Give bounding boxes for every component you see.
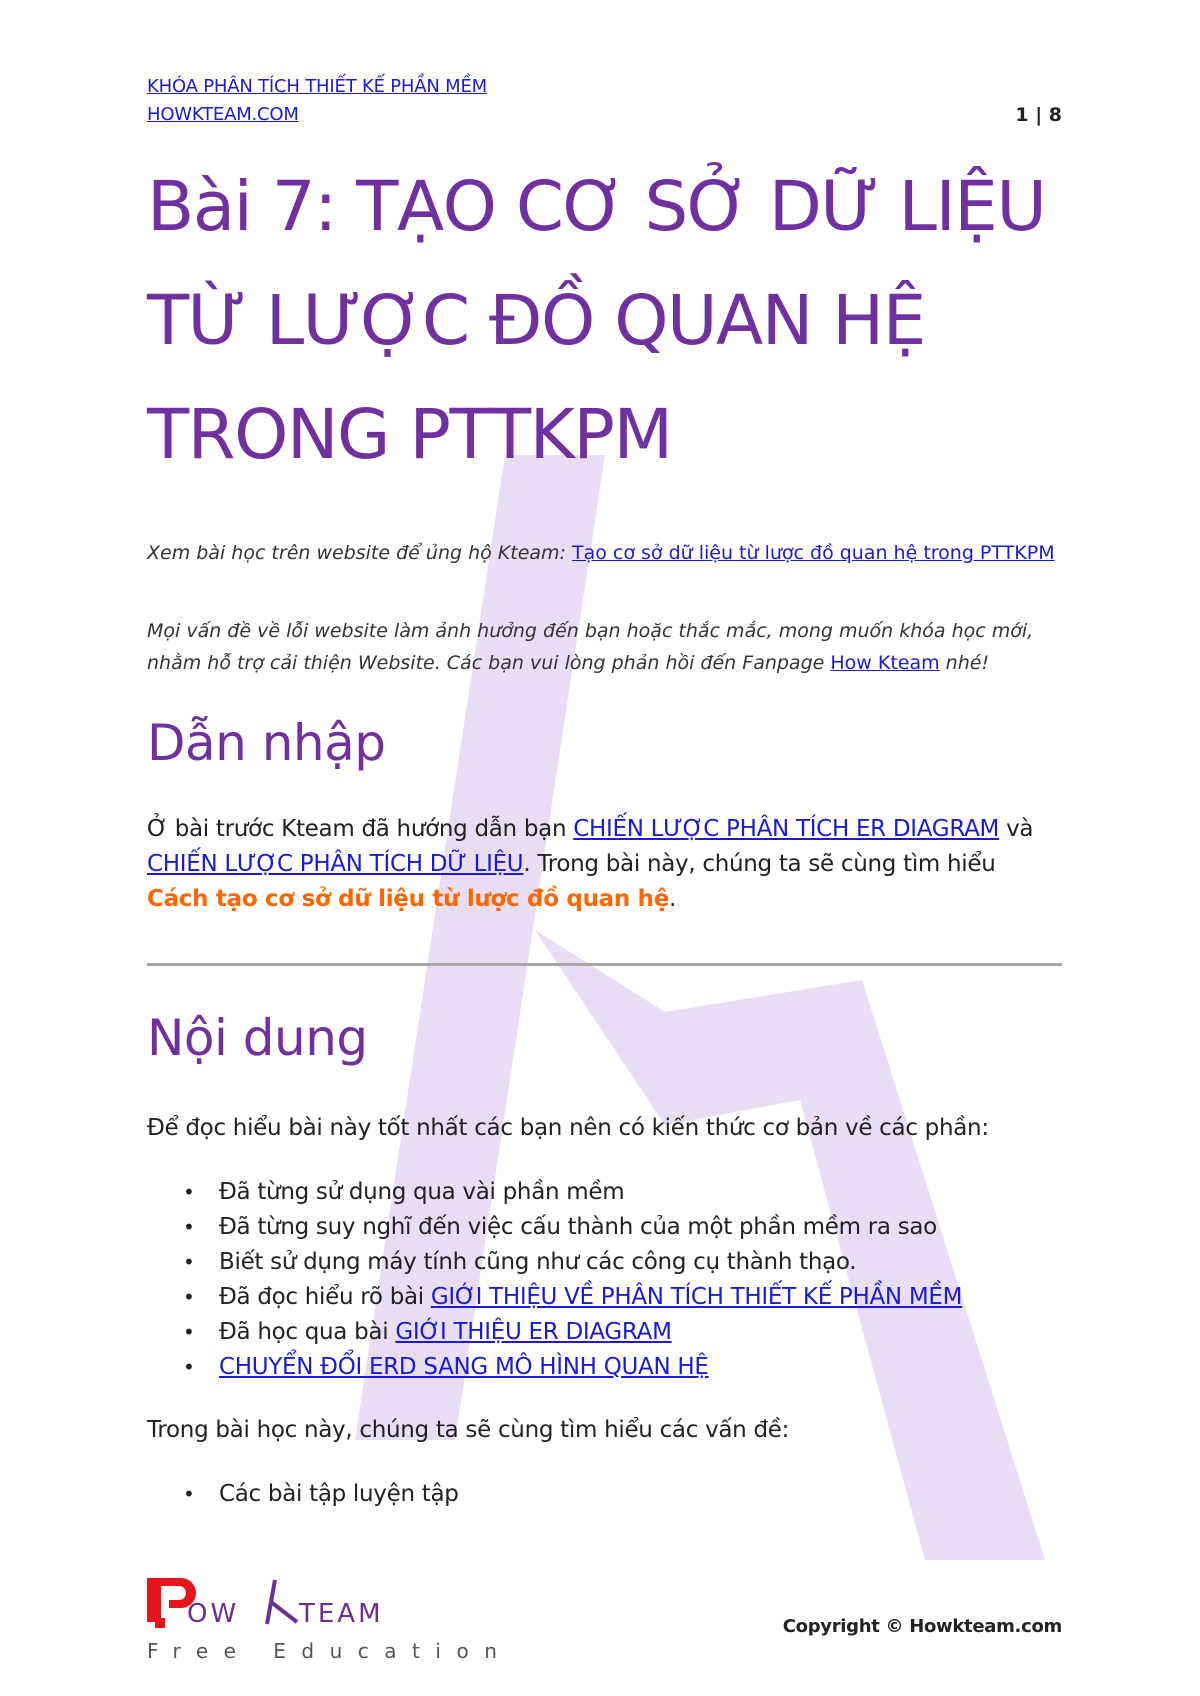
section-heading-content: Nội dung — [147, 1009, 368, 1067]
website-note-text: Xem bài học trên website để ủng hộ Kteam: — [147, 542, 572, 564]
list-item: • Đã từng suy nghĩ đến việc cấu thành của một phần mềm ra sao — [147, 1210, 962, 1245]
prerequisites-list — [147, 1175, 962, 1385]
intro-paragraph-text-2: và — [999, 816, 1034, 842]
copyright-notice: Copyright © Howkteam.com — [782, 1616, 1062, 1637]
list-item: • Biết sử dụng máy tính cũng như các công cụ thành thạo. — [147, 1245, 962, 1280]
intro-paragraph — [147, 812, 1062, 917]
data-analysis-strategy-link[interactable]: CHIẾN LƯỢC PHÂN TÍCH DỮ LIỆU — [147, 851, 524, 877]
howkteam-logo — [147, 1578, 513, 1668]
prerequisites-intro: Để đọc hiểu bài này tốt nhất các bạn nên có kiến thức cơ bản về các phần: — [147, 1115, 989, 1141]
section-heading-intro: Dẫn nhập — [147, 714, 386, 772]
list-item: • Đã đọc hiểu rõ bài GIỚI THIỆU VỀ PHÂN TÍCH THIẾT KẾ PHẦN MỀM — [147, 1280, 962, 1315]
intro-er-diagram-link[interactable]: GIỚI THIỆU ER DIAGRAM — [395, 1319, 672, 1345]
feedback-note-text: Mọi vấn đề về lỗi website làm ảnh hưởng đến bạn hoặc thắc mắc, mong muốn khóa học mới, nhằm hỗ trợ cải thiện Website. Các bạn vui lòng phản hồi đến Fanpage — [147, 620, 1034, 674]
page-number: 1 | 8 — [1015, 104, 1062, 126]
topic-highlight: Cách tạo cơ sở dữ liệu từ lược đồ quan hệ — [147, 886, 670, 912]
course-header-link[interactable]: KHÓA PHÂN TÍCH THIẾT KẾ PHẦN MỀM — [147, 76, 487, 97]
list-item: • Đã học qua bài GIỚI THIỆU ER DIAGRAM — [147, 1315, 962, 1350]
website-note — [147, 537, 1062, 569]
intro-paragraph-text-1: Ở bài trước Kteam đã hướng dẫn bạn — [147, 816, 574, 842]
feedback-note — [147, 615, 1062, 679]
list-item — [147, 1350, 962, 1385]
list-item: • Đã từng sử dụng qua vài phần mềm — [147, 1175, 962, 1210]
erd-to-relational-link[interactable]: CHUYỂN ĐỔI ERD SANG MÔ HÌNH QUAN HỆ — [219, 1354, 709, 1380]
intro-paragraph-end: . — [669, 886, 677, 912]
site-header-link[interactable]: HOWKTEAM.COM — [147, 104, 299, 125]
logo-ow-text: OW — [187, 1599, 240, 1629]
list-item: • Các bài tập luyện tập — [147, 1477, 459, 1512]
feedback-note-end: nhé! — [939, 652, 990, 674]
topics-list — [147, 1477, 459, 1512]
topics-intro: Trong bài học này, chúng ta sẽ cùng tìm hiểu các vấn đề: — [147, 1417, 790, 1443]
intro-software-design-link[interactable]: GIỚI THIỆU VỀ PHÂN TÍCH THIẾT KẾ PHẦN MỀM — [430, 1284, 963, 1310]
er-diagram-strategy-link[interactable]: CHIẾN LƯỢC PHÂN TÍCH ER DIAGRAM — [573, 816, 1000, 842]
logo-k-icon — [267, 1580, 297, 1624]
lesson-website-link[interactable]: Tạo cơ sở dữ liệu từ lược đồ quan hệ trong PTTKPM — [571, 542, 1055, 564]
intro-paragraph-text-3: . Trong bài này, chúng ta sẽ cùng tìm hiểu — [523, 851, 996, 877]
fanpage-link[interactable]: How Kteam — [830, 652, 940, 674]
logo-tagline: Free Education — [147, 1639, 513, 1663]
logo-team-text: TEAM — [299, 1599, 384, 1629]
section-divider — [147, 963, 1062, 966]
lesson-title: Bài 7: TẠO CƠ SỞ DỮ LIỆU TỪ LƯỢC ĐỒ QUAN HỆ TRONG PTTKPM — [147, 167, 1046, 475]
